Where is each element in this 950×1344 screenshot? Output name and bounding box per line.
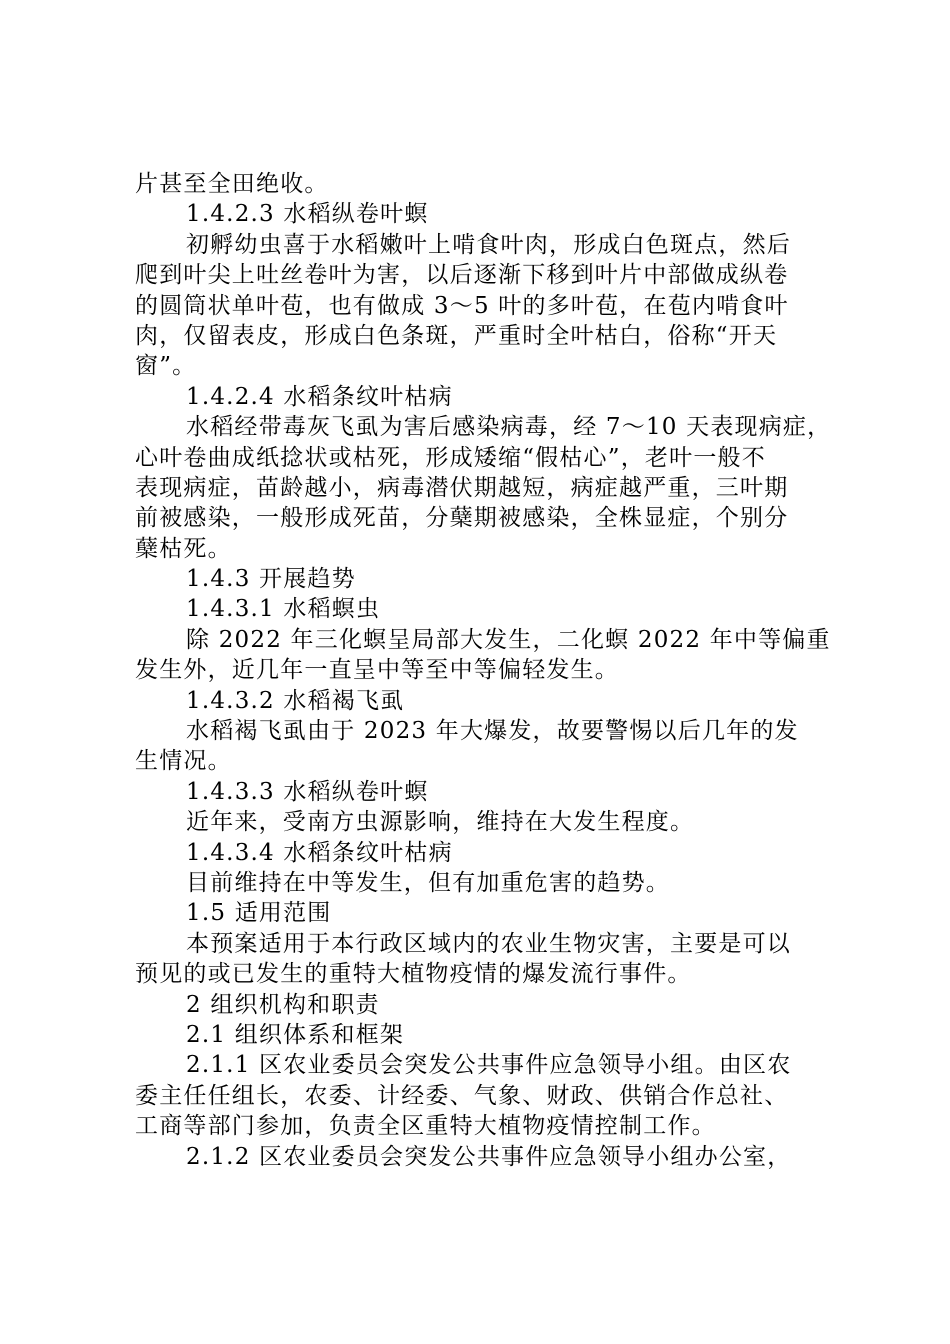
paragraph-line: 目前维持在中等发生，但有加重危害的趋势。 [186, 869, 670, 896]
text-line: 片甚至全田绝收。 [135, 171, 329, 197]
section-heading: 1.4.3.1 水稻螟虫 [186, 596, 381, 623]
paragraph-line: 发生外，近几年一直呈中等至中等偏轻发生。 [135, 657, 619, 684]
document-body [135, 169, 835, 1172]
paragraph-line: 工商等部门参加，负责全区重特大植物疫情控制工作。 [135, 1113, 716, 1140]
paragraph-line: 近年来，受南方虫源影响，维持在大发生程度。 [186, 809, 695, 836]
section-heading: 1.4.3.3 水稻纵卷叶螟 [186, 778, 429, 805]
paragraph-line: 的圆筒状单叶苞，也有做成 3～5 叶的多叶苞，在苞内啃食叶 [135, 292, 789, 319]
paragraph-line: 预见的或已发生的重特大植物疫情的爆发流行事件。 [135, 961, 692, 988]
section-heading: 1.4.3 开展趋势 [186, 566, 356, 593]
paragraph-line: 本预案适用于本行政区域内的农业生物灾害，主要是可以 [186, 930, 791, 957]
paragraph-line: 生情况。 [135, 748, 232, 775]
paragraph-line: 2.1.2 区农业委员会突发公共事件应急领导小组办公室， [186, 1143, 792, 1170]
paragraph-line: 爬到叶尖上吐丝卷叶为害，以后逐渐下移到叶片中部做成纵卷 [135, 262, 789, 289]
section-heading: 1.4.3.2 水稻褐飞虱 [186, 687, 405, 714]
paragraph-line: 初孵幼虫喜于水稻嫩叶上啃食叶肉，形成白色斑点，然后 [186, 231, 791, 258]
paragraph-line: 窗”。 [135, 353, 197, 380]
paragraph-line: 前被感染，一般形成死苗，分蘖期被感染，全株显症，个别分 [135, 505, 789, 532]
section-heading: 1.5 适用范围 [186, 900, 332, 927]
section-heading: 2.1 组织体系和框架 [186, 1021, 405, 1048]
section-heading: 1.4.2.3 水稻纵卷叶螟 [186, 201, 429, 228]
paragraph-line: 2.1.1 区农业委员会突发公共事件应急领导小组。由区农 [186, 1052, 792, 1079]
paragraph-line: 肉，仅留表皮，形成白色条斑，严重时全叶枯白，俗称“开天 [135, 322, 778, 349]
paragraph-line: 蘖枯死。 [135, 535, 232, 562]
paragraph-line: 表现病症，苗龄越小，病毒潜伏期越短，病症越严重，三叶期 [135, 474, 789, 501]
paragraph-line: 心叶卷曲成纸捻状或枯死，形成矮缩“假枯心”，老叶一般不 [135, 444, 766, 471]
paragraph-line: 水稻褐飞虱由于 2023 年大爆发，故要警惕以后几年的发 [186, 718, 799, 745]
section-heading: 1.4.3.4 水稻条纹叶枯病 [186, 839, 453, 866]
paragraph-line: 水稻经带毒灰飞虱为害后感染病毒，经 7～10 天表现病症， [186, 414, 832, 441]
paragraph-line: 除 2022 年三化螟呈局部大发生，二化螟 2022 年中等偏重 [186, 626, 831, 653]
section-heading: 1.4.2.4 水稻条纹叶枯病 [186, 383, 453, 410]
section-heading: 2 组织机构和职责 [186, 991, 380, 1018]
paragraph-line: 委主任任组长，农委、计经委、气象、财政、供销合作总社、 [135, 1082, 789, 1109]
